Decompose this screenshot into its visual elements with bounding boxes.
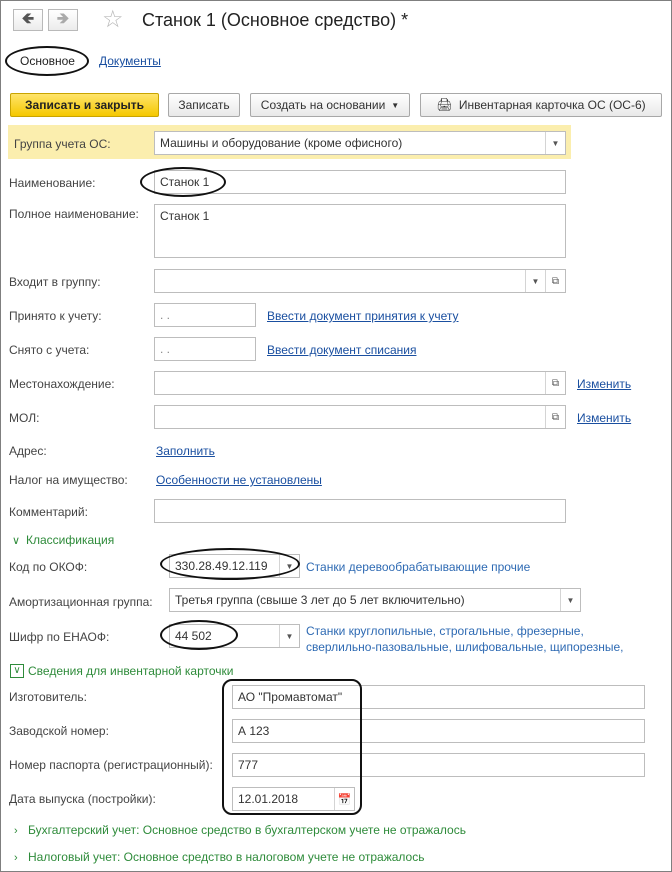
fullname-label: Полное наименование: <box>9 207 139 221</box>
tab-documents[interactable]: Документы <box>99 54 161 68</box>
inventory-section-toggle[interactable] <box>10 664 233 678</box>
address-label: Адрес: <box>9 444 47 458</box>
okof-value: 330.28.49.12.119 <box>175 559 268 573</box>
removed-document-link[interactable]: Ввести документ списания <box>267 343 417 357</box>
classification-section-toggle[interactable] <box>12 533 114 547</box>
tab-main[interactable]: Основное <box>20 54 75 68</box>
enaof-select[interactable] <box>169 624 300 648</box>
tax-section-label: Налоговый учет: Основное средство в налоговом учете не отражалось <box>28 850 425 864</box>
chevron-down-icon: ∨ <box>12 535 21 547</box>
maker-input[interactable]: АО "Промавтомат" <box>232 685 645 709</box>
open-icon[interactable]: ⧉ <box>545 372 565 394</box>
back-button[interactable] <box>13 9 43 31</box>
comment-label: Комментарий: <box>9 505 88 519</box>
location-change-link[interactable]: Изменить <box>577 377 632 391</box>
maker-label: Изготовитель: <box>9 690 87 704</box>
date-label: Дата выпуска (постройки): <box>9 792 156 806</box>
name-input[interactable]: Станок 1 <box>154 170 566 194</box>
serial-input[interactable]: А 123 <box>232 719 645 743</box>
date-input[interactable] <box>232 787 355 811</box>
parent-label: Входит в группу: <box>9 275 101 289</box>
forward-button[interactable] <box>48 9 78 31</box>
inventory-card-button[interactable] <box>420 93 662 117</box>
group-value: Машины и оборудование (кроме офисного) <box>160 136 403 150</box>
enaof-value: 44 502 <box>175 629 212 643</box>
amort-label: Амортизационная группа: <box>9 595 153 609</box>
group-label: Группа учета ОС: <box>14 137 111 151</box>
inventory-header: Сведения для инвентарной карточки <box>28 664 234 678</box>
enaof-description-line1: Станки круглопильные, строгальные, фрезерные, <box>306 624 584 638</box>
chevron-down-icon[interactable]: ▼ <box>279 555 299 577</box>
chevron-right-icon: › <box>14 852 18 864</box>
create-based-button[interactable] <box>250 93 410 117</box>
group-select[interactable] <box>154 131 566 155</box>
okof-description: Станки деревообрабатывающие прочие <box>306 560 531 574</box>
date-value: 12.01.2018 <box>238 792 299 806</box>
accepted-label: Принято к учету: <box>9 309 102 323</box>
arrow-right-icon: 🡺 <box>56 9 70 27</box>
enaof-label: Шифр по ЕНАОФ: <box>9 630 110 644</box>
removed-label: Снято с учета: <box>9 343 90 357</box>
comment-input[interactable] <box>154 499 566 523</box>
chevron-right-icon: › <box>14 825 18 837</box>
mol-label: МОЛ: <box>9 411 40 425</box>
passport-label: Номер паспорта (регистрационный): <box>9 758 213 772</box>
tax-label: Налог на имущество: <box>9 473 128 487</box>
removed-date-input[interactable]: . . <box>154 337 256 361</box>
chevron-down-icon[interactable]: ▼ <box>279 625 299 647</box>
chevron-down-icon[interactable]: ▼ <box>560 589 580 611</box>
accepted-date-input[interactable]: . . <box>154 303 256 327</box>
save-close-button[interactable]: Записать и закрыть <box>10 93 159 117</box>
create-based-label: Создать на основании <box>260 98 386 112</box>
mol-change-link[interactable]: Изменить <box>577 411 632 425</box>
arrow-left-icon: 🡸 <box>21 9 35 27</box>
okof-select[interactable] <box>169 554 300 578</box>
serial-label: Заводской номер: <box>9 724 109 738</box>
page-title: Станок 1 (Основное средство) * <box>142 10 409 30</box>
amort-select[interactable] <box>169 588 581 612</box>
fullname-textarea[interactable]: Станок 1 <box>154 204 566 258</box>
accounting-section-toggle[interactable] <box>14 823 466 837</box>
enaof-description <box>306 623 624 655</box>
accounting-section-label: Бухгалтерский учет: Основное средство в бухгалтерском учете не отражалось <box>28 823 466 837</box>
tax-section-toggle[interactable] <box>14 850 424 864</box>
accepted-document-link[interactable]: Ввести документ принятия к учету <box>267 309 459 323</box>
chevron-down-icon[interactable]: ▼ <box>525 270 545 292</box>
calendar-icon[interactable]: 📅 <box>334 788 354 810</box>
checkbox-icon: ∨ <box>10 664 24 678</box>
amort-value: Третья группа (свыше 3 лет до 5 лет включительно) <box>175 593 465 607</box>
classification-header: Классификация <box>26 533 115 547</box>
location-input[interactable] <box>154 371 566 395</box>
location-label: Местонахождение: <box>9 377 115 391</box>
mol-input[interactable] <box>154 405 566 429</box>
parent-input[interactable] <box>154 269 566 293</box>
tax-features-link[interactable]: Особенности не установлены <box>156 473 322 487</box>
passport-input[interactable]: 777 <box>232 753 645 777</box>
printer-icon: 🖨 <box>436 97 453 112</box>
open-icon[interactable]: ⧉ <box>545 406 565 428</box>
okof-label: Код по ОКОФ: <box>9 560 88 574</box>
chevron-down-icon: ▼ <box>391 100 400 110</box>
address-fill-link[interactable]: Заполнить <box>156 444 215 458</box>
save-button[interactable]: Записать <box>168 93 240 117</box>
chevron-down-icon[interactable]: ▼ <box>545 132 565 154</box>
open-icon[interactable]: ⧉ <box>545 270 565 292</box>
star-icon[interactable]: ☆ <box>102 6 124 33</box>
name-label: Наименование: <box>9 176 96 190</box>
enaof-description-line2: сверлильно-пазовальные, шлифовальные, щипорезные, <box>306 640 624 654</box>
inventory-card-label: Инвентарная карточка ОС (ОС-6) <box>458 98 646 112</box>
